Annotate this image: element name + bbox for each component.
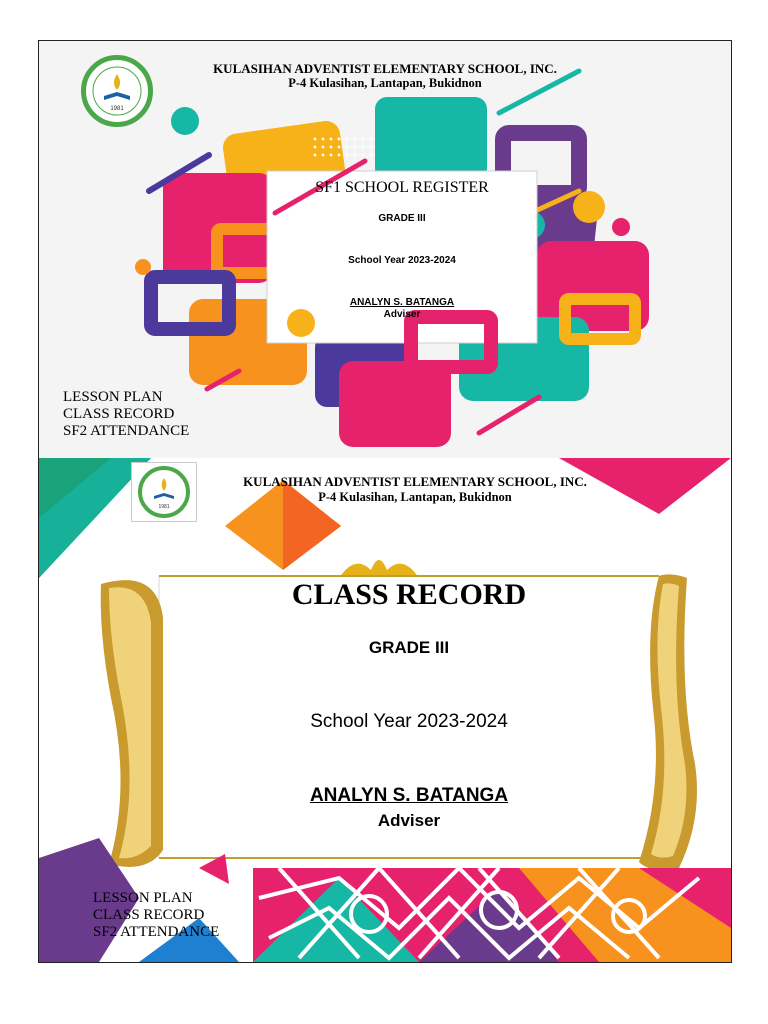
adviser-role: Adviser [377,811,441,830]
grade-level: GRADE III [368,638,450,657]
list-item: SF2 ATTENDANCE [93,924,220,940]
svg-text:1981: 1981 [158,504,170,510]
school-name: KULASIHAN ADVENTIST ELEMENTARY SCHOOL, INC. [213,61,557,76]
adviser-role: Adviser [383,309,421,320]
included-documents-list [93,890,219,941]
list-item: CLASS RECORD [93,907,205,923]
school-name: KULASIHAN ADVENTIST ELEMENTARY SCHOOL, INC. [243,474,587,489]
school-address: P-4 Kulasihan, Lantapan, Bukidnon [288,76,482,90]
cover-page-sf1 [38,40,732,460]
school-year: School Year 2023-2024 [348,255,456,266]
grade-level: GRADE III [378,213,426,224]
included-documents-list [63,389,189,440]
document-title: SF1 SCHOOL REGISTER [315,179,489,196]
list-item: SF2 ATTENDANCE [63,423,190,439]
list-item: LESSON PLAN [63,389,163,405]
school-year: School Year 2023-2024 [310,711,508,732]
list-item: CLASS RECORD [63,406,175,422]
list-item: LESSON PLAN [93,890,193,906]
adviser-name: ANALYN S. BATANGA [309,785,509,806]
document-title: CLASS RECORD [291,578,527,611]
cover-page-class-record [38,458,732,963]
svg-text:1981: 1981 [110,106,124,112]
adviser-name: ANALYN S. BATANGA [349,297,455,308]
decorative-frame-background [39,458,731,962]
school-address: P-4 Kulasihan, Lantapan, Bukidnon [318,490,512,504]
